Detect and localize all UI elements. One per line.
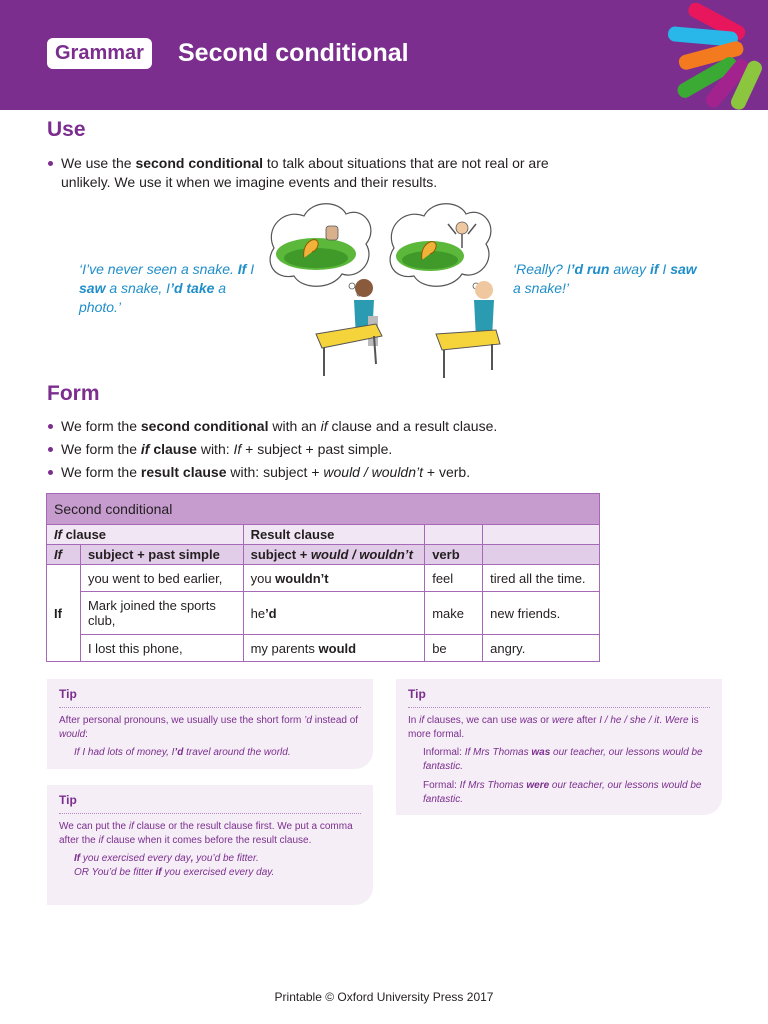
brand-stripes-logo [638,0,768,115]
tip-text: After personal pronouns, we usually use the short form ’d instead of would: [59,714,359,740]
tip-text: We can put the if clause or the result clause first. We put a comma after the if clause when it comes before the result clause. [59,820,353,846]
right-student [436,281,500,378]
tip-example: OR You’d be fitter if you exercised every day. [74,867,275,878]
grammar-tag: Grammar [47,38,152,69]
use-bullet: We use the second conditional to talk about situations that are not real or are unlikely. We use it when we imagine events and their results. [47,154,577,192]
tip-title: Tip [408,679,710,708]
tip-title: Tip [59,785,361,814]
form-bullet: We form the if clause with: If + subject + past simple. [47,440,647,459]
form-bullet: We form the second conditional with an if clause and a result clause. [47,417,647,436]
tip-example: If I had lots of money, I’d travel around the world. [74,746,291,758]
use-bullets [47,154,577,196]
tip-text: In if clauses, we can use was or were after I / he / she / it. Were is more formal. [408,714,699,740]
stripes-icon [667,0,764,112]
left-student [316,279,382,376]
page-header [0,0,768,110]
table-row: I lost this phone, my parents would be angry. [47,635,600,662]
copyright-footer: Printable © Oxford University Press 2017 [274,990,494,1004]
form-heading: Form [47,382,100,405]
page-title: Second conditional [178,39,409,67]
tip-box-was-were [396,679,722,815]
left-thought-bubble [270,204,371,296]
table-row: Mark joined the sports club, he’d make new friends. [47,592,600,635]
use-heading: Use [47,118,86,141]
right-thought-bubble [390,204,491,296]
tip-box-clause-order [47,785,373,905]
tip-example: Formal: If Mrs Thomas were our teacher, our lessons would be fantastic. [423,779,702,805]
tip-example: If you exercised every day, you’d be fitter. [74,852,259,864]
table-row: If you went to bed earlier, you wouldn’t feel tired all the time. [47,565,600,592]
tip-example: Informal: If Mrs Thomas was our teacher, our lessons would be fantastic. [423,746,703,772]
tip-title: Tip [59,679,361,708]
second-conditional-table [46,493,600,662]
table-header-row: If clause Result clause [47,525,600,545]
form-bullet: We form the result clause with: subject + would / wouldn’t + verb. [47,463,647,482]
form-bullets [47,417,647,486]
table-caption: Second conditional [47,494,600,525]
students-thinking-illustration [264,198,504,382]
tip-box-short-form [47,679,373,769]
table-subheader-row: If subject + past simple subject + would / wouldn’t verb [47,545,600,565]
left-speech-quote: ‘I’ve never seen a snake. If I saw a snake, I’d take a photo.’ [79,261,255,315]
right-speech-quote: ‘Really? I’d run away if I saw a snake!’ [513,261,697,296]
